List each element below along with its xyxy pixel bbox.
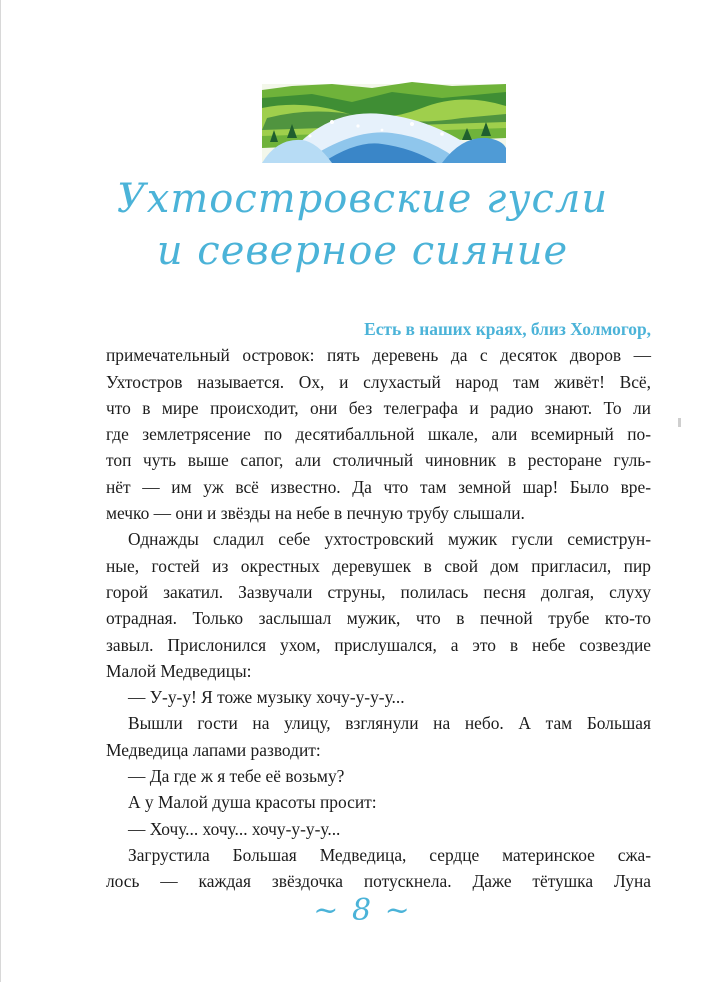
text-line: Медведица лапами разводит: bbox=[106, 739, 321, 760]
text-line: что в мире происходит, они без телеграфа и радио знают. То ли bbox=[106, 397, 651, 418]
text-line: ные, гостей из окрестных деревушек в свой дом пригласил, пир bbox=[106, 555, 651, 576]
chapter-title-line-1: Ухтостровские гусли bbox=[116, 176, 609, 222]
text-line: где землетрясение по десятибалльной шкале, али всемирный по- bbox=[106, 424, 651, 445]
text-line: топ чуть выше сапог, али столичный чиновник в ресторане гуль- bbox=[106, 450, 651, 471]
text-line: отрадная. Только заслышал мужик, что в печной трубе кто-то bbox=[106, 608, 651, 629]
text-line: Ухтостров называется. Ох, и слухастый народ там живёт! Всё, bbox=[106, 371, 651, 392]
text-line: Малой Медведицы: bbox=[106, 660, 252, 681]
page-number: ~ 8 ~ bbox=[313, 893, 412, 928]
text-line: горой закатил. Зазвучали струны, полилась песня долгая, слуху bbox=[106, 581, 651, 602]
paragraph-start-line: Вышли гости на улицу, взглянули на небо. А там Большая bbox=[128, 713, 651, 734]
dialogue-line: — Да где ж я тебе её возьму? bbox=[128, 766, 345, 787]
text-line: нёт — им уж всё известно. Да что там земной шар! Было вре- bbox=[106, 476, 651, 497]
margin-mark bbox=[678, 418, 681, 427]
body-text bbox=[106, 316, 651, 895]
text-line: мечко — они и звёзды на небе в печную трубу слышали. bbox=[106, 503, 525, 524]
chapter-title-line-2: и северное сияние bbox=[156, 228, 569, 274]
lead-in-line: Есть в наших краях, близ Холмогор, bbox=[364, 319, 651, 339]
text-line: примечательный островок: пять деревень да с десяток дворов — bbox=[106, 345, 651, 366]
dialogue-line: — У-у-у! Я тоже музыку хочу-у-у-у... bbox=[128, 687, 405, 708]
winter-forest-illustration bbox=[262, 78, 506, 163]
text-line: завыл. Прислонился ухом, прислушался, а это в небе созвездие bbox=[106, 634, 651, 655]
paragraph-start-line: Загрустила Большая Медведица, сердце материнское сжа- bbox=[128, 844, 651, 865]
paragraph-start-line: А у Малой душа красоты просит: bbox=[128, 792, 377, 813]
text-line: лось — каждая звёздочка потускнела. Даже тётушка Луна bbox=[106, 871, 651, 892]
paragraph-start-line: Однажды сладил себе ухтостровский мужик гусли семиструн- bbox=[128, 529, 651, 550]
dialogue-line: — Хочу... хочу... хочу-у-у-у... bbox=[128, 818, 341, 839]
